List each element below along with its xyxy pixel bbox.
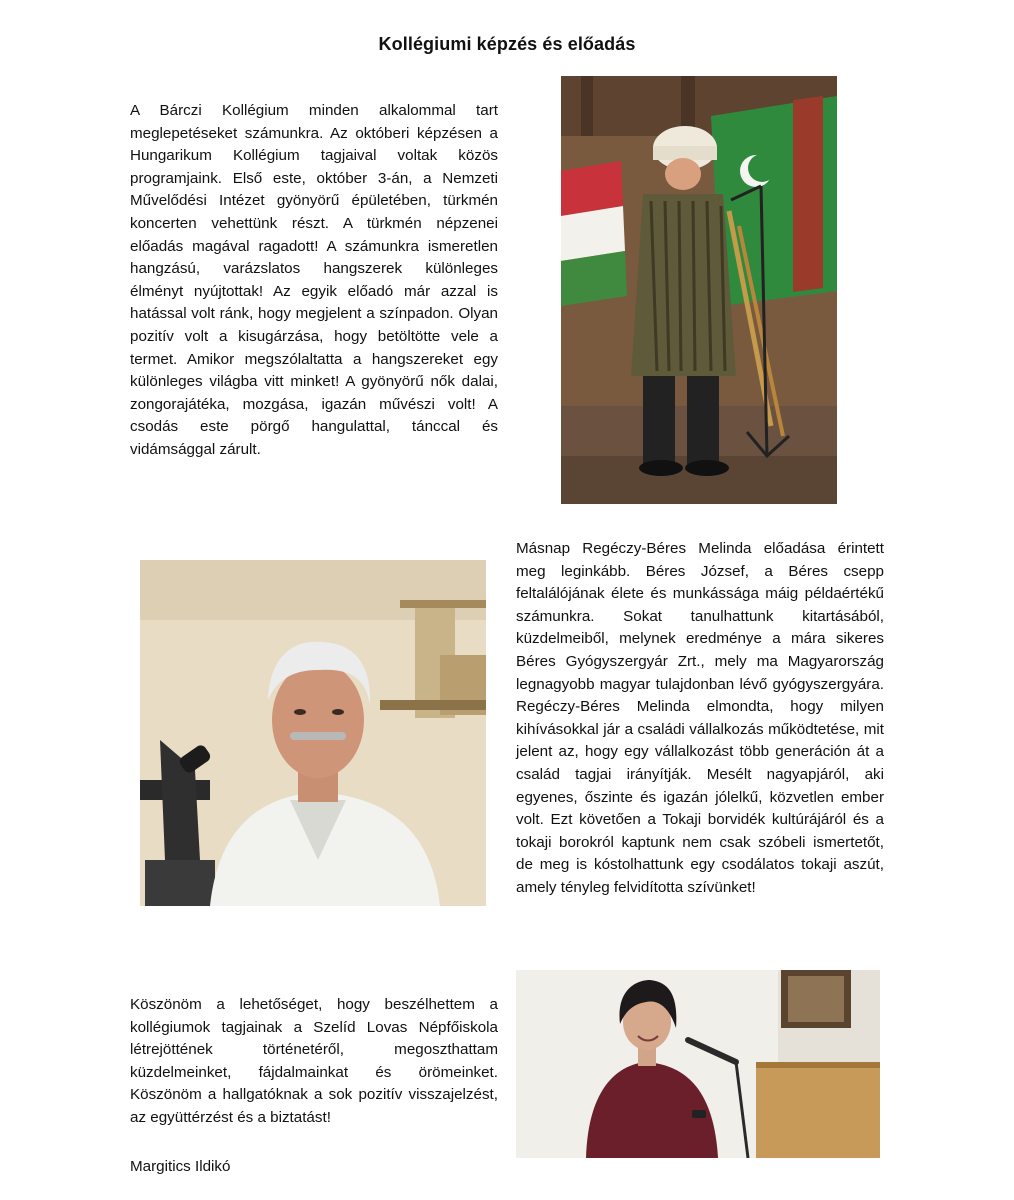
lecture-paragraph: Másnap Regéczy-Béres Melinda előadása érintett meg leginkább. Béres József, a Béres csepp feltalálójának élete és munkássága máig példaértékű számunkra. Sokat tanulhattunk kitartásából, küzdelmeiből, melynek eredménye a mára sikeres Béres Gyógyszergyár Zrt., mely ma Magyarország legnagyobb magyar tulajdonban lévő gyógyszergyára. Regéczy-Béres Melinda elmondta, hogy milyen kihívásokkal jár a családi vállalkozás működtetése, mit jelent az, hogy egy vállalkozást több generáción át a család tagjai irányítják. Mesélt nagyapjáról, aki egyenes, őszinte és igazán jólelkű, közvetlen ember volt. Ezt követően a Tokaji borvidék kultúrájáról és a tokaji borokról kaptunk nem csak szóbeli ismertetőt, de meg is kóstolhattunk egy csodálatos tokaji aszút, amely tényleg felvidította szívünket! bbox=[516, 540, 884, 896]
signature: Margitics Ildikó bbox=[130, 1158, 231, 1175]
speaker-photo bbox=[516, 970, 880, 1158]
intro-paragraph: A Bárczi Kollégium minden alkalommal tart meglepetéseket számunkra. Az októberi képzésen a Hungarikum Kollégium tagjaival voltak közös programjaink. Első este, október 3-án, a Nemzeti Művelődési Intézet gyönyörű épületében, türkmén koncerten vehettünk részt. A türkmén népzenei előadás magával ragadott! A számunkra ismeretlen hangzású, varázslatos hangszerek különleges élményt nyújtottak! Az egyik előadó már azzal is hatással volt ránk, hogy megjelent a színpadon. Olyan pozitív volt a kisugárzása, hogy betöltötte vele a termet. Amikor megszólaltatta a hangszereket egy különleges világba vitt minket! A gyönyörű nők dalai, zongorajátéka, mozgása, igazán művészi volt! A csodás este pörgő hangulattal, tánccal és vidámsággal zárult. bbox=[130, 102, 498, 458]
thanks-paragraph: Köszönöm a lehetőséget, hogy beszélhettem a kollégiumok tagjainak a Szelíd Lovas Népfőiskola létrejöttének történetéről, megoszthattam küzdelmeinket, fájdalmainkat és örömeinket. Köszönöm a hallgatóknak a sok pozitív visszajelzést, az együttérzést és a biztatást! bbox=[130, 996, 498, 1126]
concert-photo bbox=[561, 76, 837, 504]
scientist-portrait-photo bbox=[140, 560, 486, 906]
page-title: Kollégiumi képzés és előadás bbox=[378, 34, 636, 54]
